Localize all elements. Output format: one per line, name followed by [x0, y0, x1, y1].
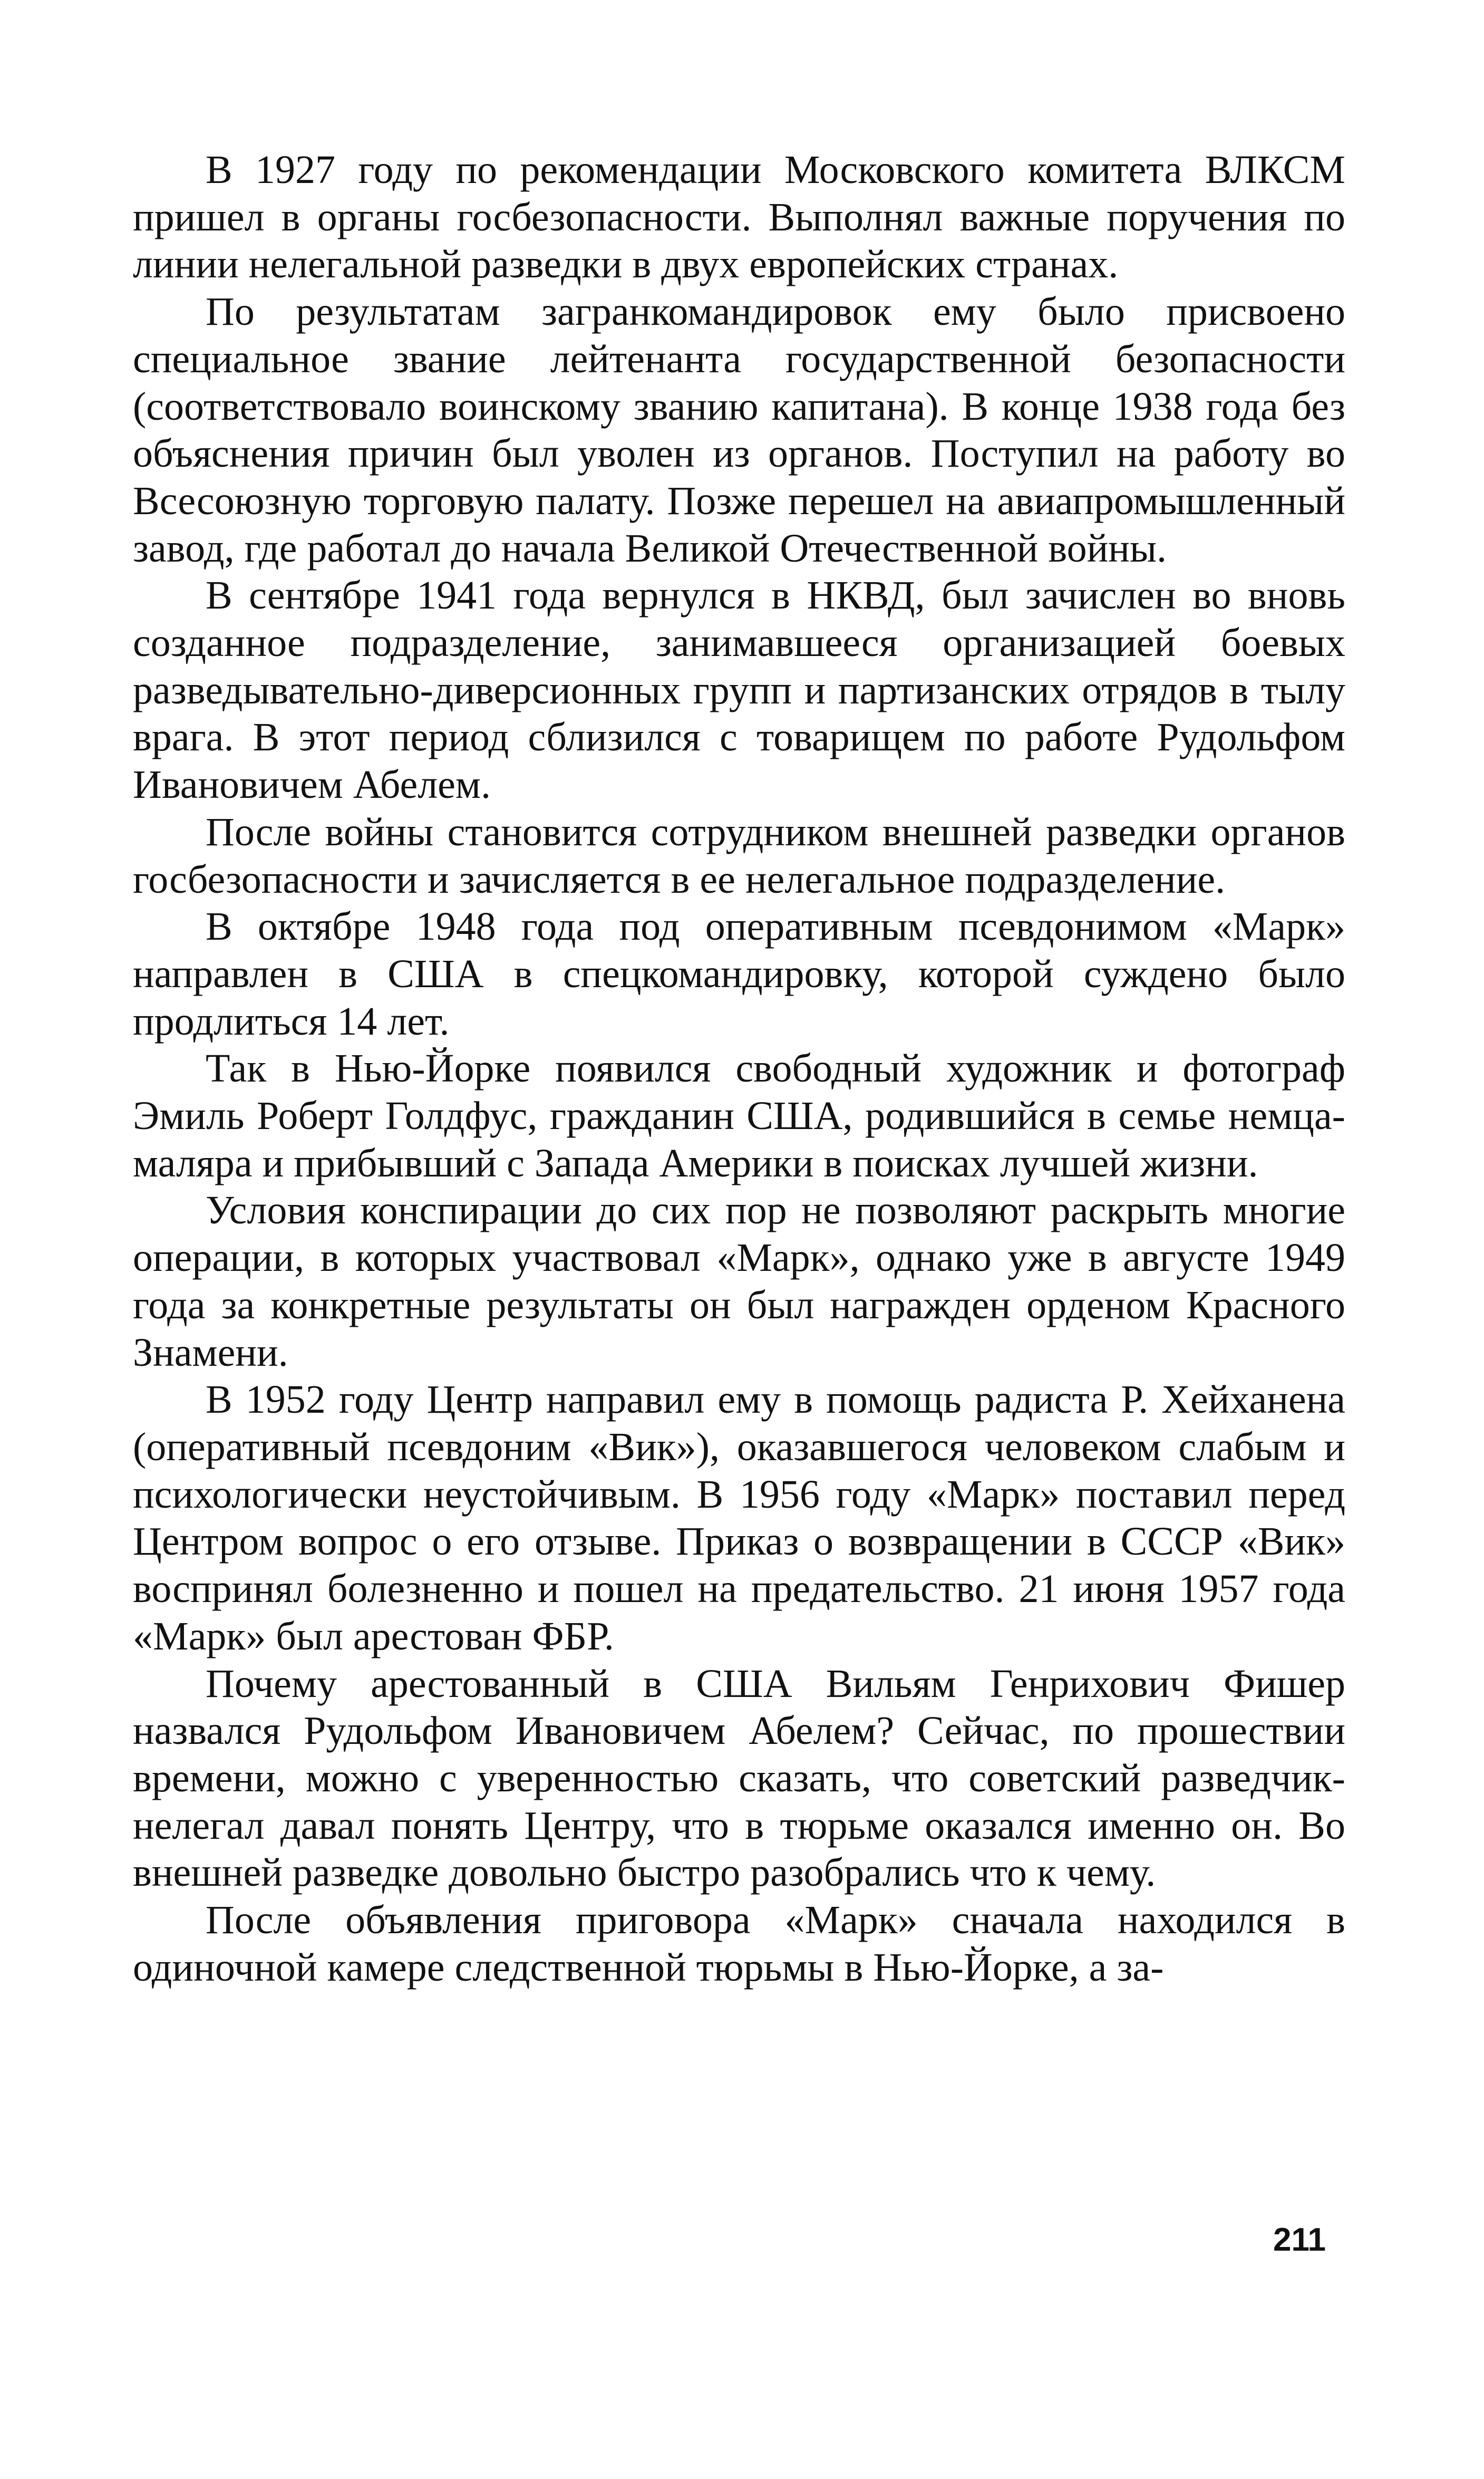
paragraph: После войны становится сотрудником внешней разведки органов госбезопасности и зачисляется в ее нелегальное подразделение.: [133, 809, 1345, 902]
paragraph: Так в Нью-Йорке появился свободный художник и фотограф Эмиль Роберт Голдфус, гражданин США, родившийся в семье немца-маляра и прибывший с Запада Америки в поисках лучшей жизни.: [133, 1046, 1345, 1185]
paragraph: Условия конспирации до сих пор не позволяют раскрыть многие операции, в которых участвовал «Марк», однако уже в августе 1949 года за конкретные результаты он был награжден орденом Красного Знамени.: [133, 1188, 1345, 1375]
paragraph: В 1927 году по рекомендации Московского комитета ВЛКСМ пришел в органы госбезопасности. Выполнял важные поручения по линии нелегальной разведки в двух европейских странах.: [133, 148, 1345, 287]
page-number: 211: [1273, 2222, 1326, 2258]
body-text: [133, 147, 1345, 1991]
paragraph: В сентябре 1941 года вернулся в НКВД, был зачислен во вновь созданное подразделение, занимавшееся организацией боевых разведывательно-диверсионных групп и партизанских отрядов в тылу врага. В этот период сблизился с товарищем по работе Рудольфом Ивановичем Абелем.: [133, 573, 1345, 807]
paragraph: Почему арестованный в США Вильям Генрихович Фишер назвался Рудольфом Ивановичем Абелем? Сейчас, по прошествии времени, можно с уверенностью сказать, что советский разведчик-нелегал давал понять Центру, что в тюрьме оказался именно он. Во внешней разведке довольно быстро разобрались что к чему.: [133, 1661, 1345, 1895]
paragraph: По результатам загранкомандировок ему было присвоено специальное звание лейтенанта государственной безопасности (соответствовало воинскому званию капитана). В конце 1938 года без объяснения причин был уволен из органов. Поступил на работу во Всесоюзную торговую палату. Позже перешел на авиапромышленный завод, где работал до начала Великой Отечественной войны.: [133, 290, 1345, 571]
paragraph: В октябре 1948 года под оперативным псевдонимом «Марк» направлен в США в спецкомандировку, которой суждено было продлиться 14 лет.: [133, 904, 1345, 1044]
paragraph: В 1952 году Центр направил ему в помощь радиста Р. Хейханена (оперативный псевдоним «Вик»), оказавшегося человеком слабым и психологически неустойчивым. В 1956 году «Марк» поставил перед Центром вопрос о его отзыве. Приказ о возвращении в СССР «Вик» воспринял болезненно и пошел на предательство. 21 июня 1957 года «Марк» был арестован ФБР.: [133, 1377, 1345, 1658]
paragraph: После объявления приговора «Марк» сначала находился в одиночной камере следственной тюрьмы в Нью-Йорке, а за-: [133, 1898, 1345, 1990]
